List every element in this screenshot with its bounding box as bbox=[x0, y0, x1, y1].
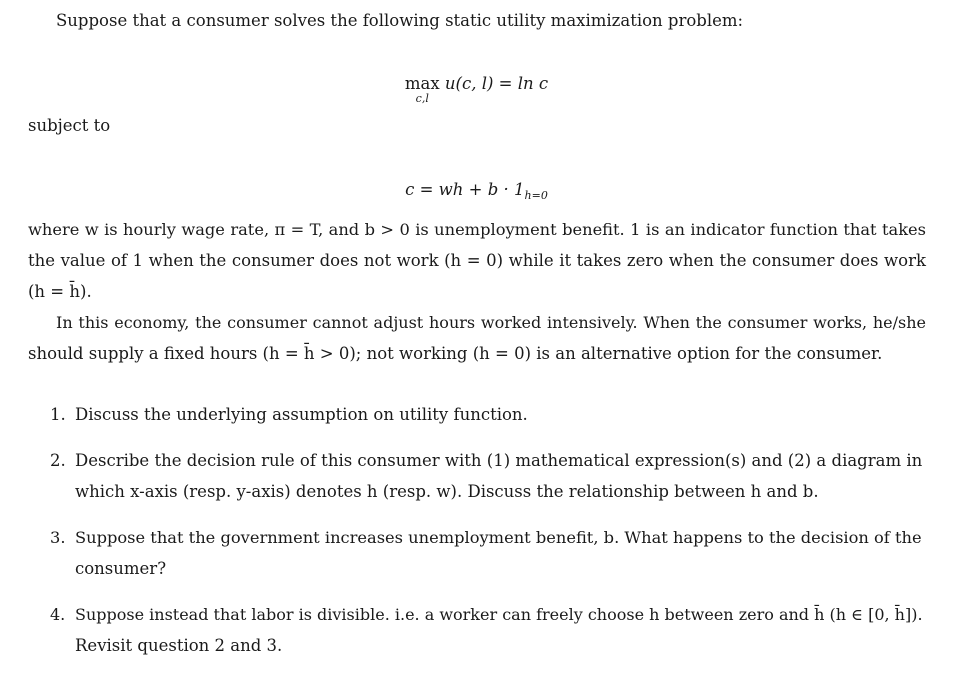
question-4 bbox=[50, 605, 926, 625]
question-2-number: 2. bbox=[50, 451, 66, 470]
max-operator bbox=[405, 74, 440, 104]
objective-expression: u(c, l) = ln c bbox=[444, 74, 549, 93]
question-1-number: 1. bbox=[50, 405, 66, 424]
question-4-number: 4. bbox=[50, 605, 66, 624]
constraint-subscript: h=0 bbox=[524, 189, 548, 202]
question-3-text-line-2: consumer? bbox=[75, 559, 167, 578]
objective-equation bbox=[0, 74, 953, 104]
question-4-text-line-1: Suppose instead that labor is divisible. i.e. a worker can freely choose h between zero and h̄ (h ∈ [0, h̄]). bbox=[75, 605, 923, 624]
question-4-text-line-2: Revisit question 2 and 3. bbox=[75, 636, 283, 655]
max-operator-subscript: c,l bbox=[415, 92, 429, 105]
para2-line-1: In this economy, the consumer cannot adjust hours worked intensively. When the consumer works, he/she bbox=[56, 313, 926, 332]
para1-line-3: (h = h̄). bbox=[28, 282, 92, 301]
para2-line-2: should supply a fixed hours (h = h̄ > 0); not working (h = 0) is an alternative option for the consumer. bbox=[28, 344, 883, 363]
question-3 bbox=[50, 528, 926, 548]
question-3-number: 3. bbox=[50, 528, 66, 547]
question-2-text-line-1: Describe the decision rule of this consumer with (1) mathematical expression(s) and (2) a diagram in bbox=[75, 451, 923, 470]
question-3-text-line-1: Suppose that the government increases unemployment benefit, b. What happens to the decision of the bbox=[75, 528, 922, 547]
intro-text: Suppose that a consumer solves the following static utility maximization problem: bbox=[56, 11, 744, 30]
constraint-equation bbox=[0, 180, 953, 206]
question-2 bbox=[50, 451, 926, 471]
max-operator-label: max bbox=[404, 74, 440, 93]
constraint-expression: c = wh + b · 1 bbox=[405, 180, 525, 199]
para1-line-1: where w is hourly wage rate, π = T, and b > 0 is unemployment benefit. 1 is an indicator function that takes bbox=[28, 220, 926, 239]
subject-to-label: subject to bbox=[28, 116, 111, 135]
para1-line-2: the value of 1 when the consumer does not work (h = 0) while it takes zero when the consumer does work bbox=[28, 251, 926, 270]
question-1 bbox=[50, 405, 926, 425]
question-1-text: Discuss the underlying assumption on utility function. bbox=[75, 405, 528, 424]
question-2-text-line-2: which x-axis (resp. y-axis) denotes h (resp. w). Discuss the relationship between h and b. bbox=[75, 482, 819, 501]
